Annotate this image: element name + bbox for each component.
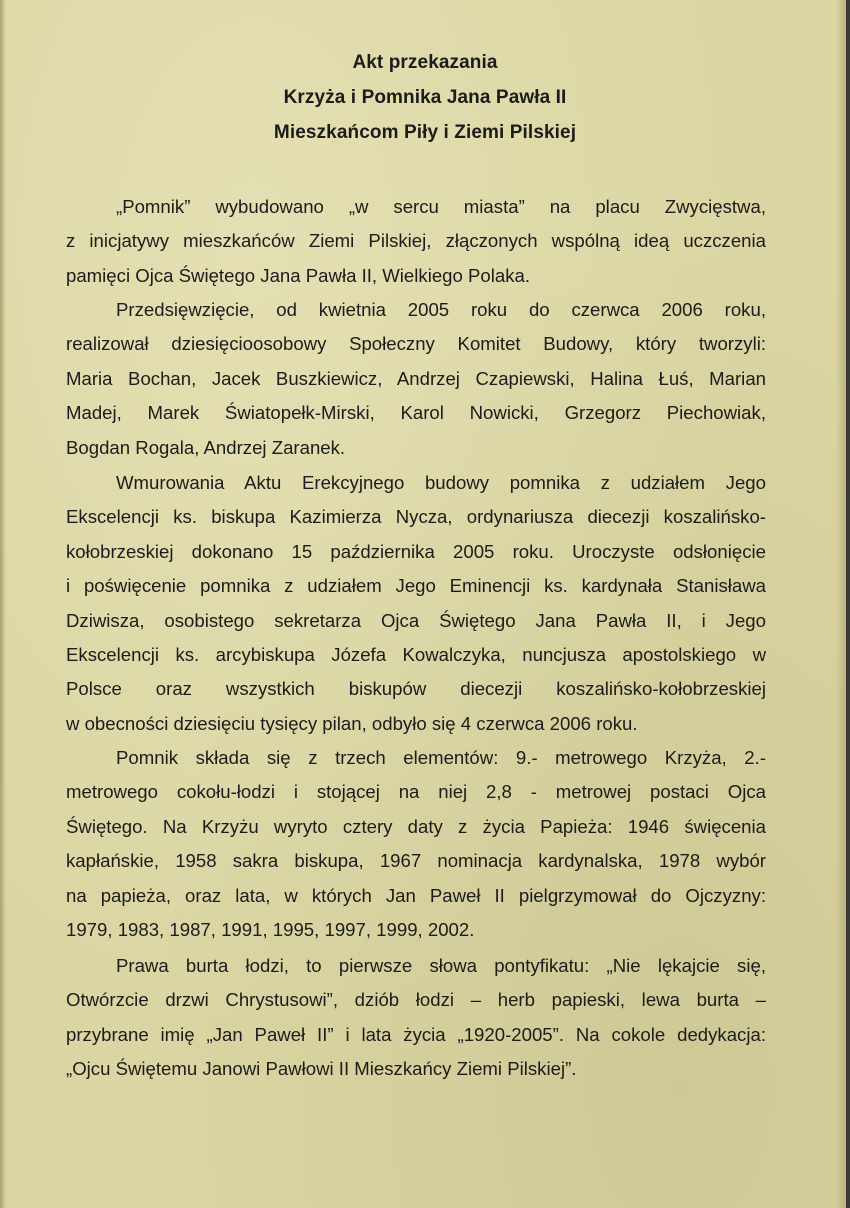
text-line: na papieża, oraz lata, w których Jan Paweł II pielgrzymował do Ojczyzny: <box>66 884 766 906</box>
text-line: pamięci Ojca Świętego Jana Pawła II, Wielkiego Polaka. <box>66 264 531 286</box>
paragraph-boat-inscriptions <box>66 949 766 1087</box>
document-title: Akt przekazania <box>352 52 498 73</box>
text-line: z inicjatywy mieszkańców Ziemi Pilskiej, złączonych wspólną ideą uczczenia <box>66 230 766 252</box>
text-line: Świętego. Na Krzyżu wyryto cztery daty z życia Papieża: 1946 święcenia <box>66 815 766 837</box>
text-line: Otwórzcie drzwi Chrystusowi”, dziób łodzi – herb papieski, lewa burta – <box>66 989 766 1011</box>
text-line: kapłańskie, 1958 sakra biskupa, 1967 nominacja kardynalska, 1978 wybór <box>66 850 766 872</box>
page-edge-right <box>836 0 850 1208</box>
text-line: Prawa burta łodzi, to pierwsze słowa pontyfikatu: „Nie lękajcie się, <box>116 955 766 976</box>
text-line: „Ojcu Świętemu Janowi Pawłowi II Mieszkańcy Ziemi Pilskiej”. <box>66 1058 577 1080</box>
text-line: metrowego cokołu-łodzi i stojącej na niej 2,8 - metrowej postaci Ojca <box>66 781 766 803</box>
text-line: przybrane imię „Jan Paweł II” i lata życia „1920-2005”. Na cokole dedykacja: <box>66 1023 766 1045</box>
text-line: Ekscelencji ks. biskupa Kazimierza Nycza, ordynariusza diecezji koszalińsko- <box>66 506 766 528</box>
text-line: Ekscelencji ks. arcybiskupa Józefa Kowalczyka, nuncjusza apostolskiego w <box>66 644 766 666</box>
text-line: „Pomnik” wybudowano „w sercu miasta” na placu Zwycięstwa, <box>116 196 766 217</box>
text-line: Przedsięwzięcie, od kwietnia 2005 roku do czerwca 2006 roku, <box>116 299 766 320</box>
text-line: i poświęcenie pomnika z udziałem Jego Eminencji ks. kardynała Stanisława <box>66 575 766 597</box>
document-subtitle: Krzyża i Pomnika Jana Pawła II <box>283 87 567 108</box>
text-line: Bogdan Rogala, Andrzej Zaranek. <box>66 436 346 458</box>
text-line: Wmurowania Aktu Erekcyjnego budowy pomnika z udziałem Jego <box>116 472 766 493</box>
paragraph-monument-description <box>66 741 766 947</box>
text-line: Dziwisza, osobistego sekretarza Ojca Świętego Jana Pawła II, i Jego <box>66 609 766 631</box>
paragraph-consecration <box>66 466 766 741</box>
text-line: Polsce oraz wszystkich biskupów diecezji koszalińsko-kołobrzeskiej <box>66 678 766 700</box>
paragraph-committee <box>66 293 766 465</box>
page-edge-left <box>0 0 6 1208</box>
paragraph-monument-origin <box>66 190 766 293</box>
text-line: 1979, 1983, 1987, 1991, 1995, 1997, 1999, 2002. <box>66 919 475 941</box>
text-line: Maria Bochan, Jacek Buszkiewicz, Andrzej Czapiewski, Halina Łuś, Marian <box>66 367 766 389</box>
text-line: Pomnik składa się z trzech elementów: 9.- metrowego Krzyża, 2.- <box>116 747 766 768</box>
text-line: w obecności dziesięciu tysięcy pilan, odbyło się 4 czerwca 2006 roku. <box>66 712 638 734</box>
document-dedication-line: Mieszkańcom Piły i Ziemi Pilskiej <box>273 122 577 143</box>
text-line: realizował dziesięcioosobowy Społeczny Komitet Budowy, który tworzyli: <box>66 333 766 355</box>
text-line: Madej, Marek Światopełk-Mirski, Karol Nowicki, Grzegorz Piechowiak, <box>66 402 766 424</box>
text-line: kołobrzeskiej dokonano 15 października 2005 roku. Uroczyste odsłonięcie <box>66 540 766 562</box>
